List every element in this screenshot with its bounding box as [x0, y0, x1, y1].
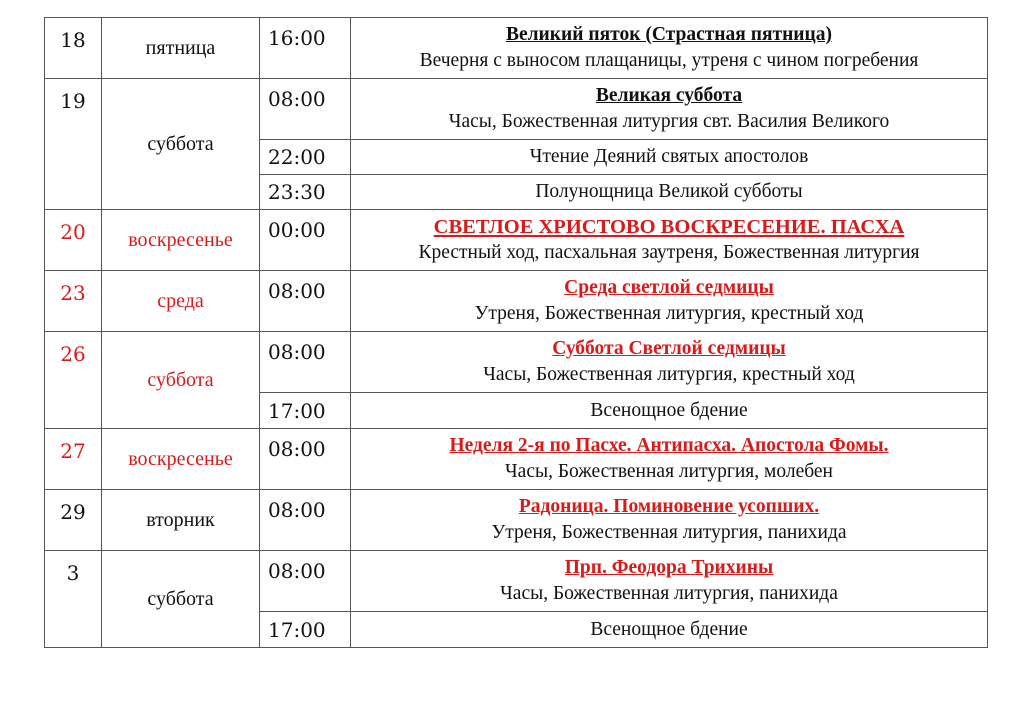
weekday-cell: суббота: [102, 332, 260, 429]
service-description: Утреня, Божественная литургия, крестный ход: [474, 303, 864, 324]
date-value: 19: [60, 89, 86, 113]
service-description: Крестный ход, пасхальная заутреня, Божественная литургия: [418, 242, 920, 263]
service-title: СВЕТЛОЕ ХРИСТОВО ВОСКРЕСЕНИЕ. ПАСХА: [433, 216, 905, 238]
service-description: Всенощное бдение: [351, 393, 988, 429]
time-cell: 08:00: [260, 490, 351, 551]
weekday-cell: пятница: [102, 18, 260, 79]
service-description: Часы, Божественная литургия, молебен: [504, 461, 833, 482]
weekday-cell: вторник: [102, 490, 260, 551]
service-description: Чтение Деяний святых апостолов: [351, 140, 988, 175]
weekday-cell: суббота: [102, 551, 260, 648]
table-row: [45, 490, 988, 551]
service-description: Утреня, Божественная литургия, панихида: [491, 522, 847, 543]
weekday-cell: суббота: [102, 79, 260, 210]
table-row: [45, 332, 988, 393]
time-cell: 08:00: [260, 332, 351, 393]
time-cell: 08:00: [260, 551, 351, 612]
service-title: Радоница. Поминовение усопших.: [518, 496, 820, 517]
time-cell: 08:00: [260, 429, 351, 490]
table-row: [45, 429, 988, 490]
time-cell: 00:00: [260, 210, 351, 271]
date-value: 3: [66, 561, 80, 585]
date-cell: 18: [45, 18, 102, 79]
service-cell: [351, 490, 988, 551]
service-cell: [351, 271, 988, 332]
service-cell: [351, 18, 988, 79]
service-cell: [351, 210, 988, 271]
time-cell: 08:00: [260, 79, 351, 140]
service-cell: [351, 79, 988, 140]
service-title: Неделя 2-я по Пасхе. Антипасха. Апостола Фомы.: [449, 435, 889, 456]
service-description: Часы, Божественная литургия, панихида: [500, 583, 838, 604]
time-cell: 23:30: [260, 175, 351, 210]
service-description: Часы, Божественная литургия, крестный ход: [483, 364, 855, 385]
schedule-table: [44, 17, 988, 648]
table-row: [45, 271, 988, 332]
table-row: [45, 79, 988, 140]
service-cell: [351, 551, 988, 612]
weekday-cell: воскресенье: [102, 429, 260, 490]
service-description: Полунощница Великой субботы: [351, 175, 988, 210]
service-cell: [351, 332, 988, 393]
time-cell: 22:00: [260, 140, 351, 175]
table-row: [45, 210, 988, 271]
date-cell: 20: [45, 210, 102, 271]
service-title: Великий пяток (Страстная пятница): [505, 24, 833, 45]
service-title: Суббота Светлой седмицы: [552, 338, 786, 359]
time-cell: 08:00: [260, 271, 351, 332]
service-title: Великая суббота: [595, 85, 743, 106]
service-title: Среда светлой седмицы: [564, 277, 774, 298]
date-value: 26: [60, 342, 86, 366]
table-row: [45, 18, 988, 79]
table-row: [45, 551, 988, 612]
date-cell: 27: [45, 429, 102, 490]
date-cell: [45, 79, 102, 210]
service-description: Часы, Божественная литургия свт. Василия Великого: [448, 111, 890, 132]
service-description: Вечерня с выносом плащаницы, утреня с чином погребения: [419, 50, 919, 71]
service-title: Прп. Феодора Трихины: [564, 557, 774, 578]
service-description: Всенощное бдение: [351, 612, 988, 648]
weekday-cell: воскресенье: [102, 210, 260, 271]
date-cell: 23: [45, 271, 102, 332]
time-cell: 17:00: [260, 612, 351, 648]
date-cell: [45, 332, 102, 429]
service-cell: [351, 429, 988, 490]
weekday-cell: среда: [102, 271, 260, 332]
date-cell: 29: [45, 490, 102, 551]
time-cell: 17:00: [260, 393, 351, 429]
date-cell: [45, 551, 102, 648]
time-cell: 16:00: [260, 18, 351, 79]
